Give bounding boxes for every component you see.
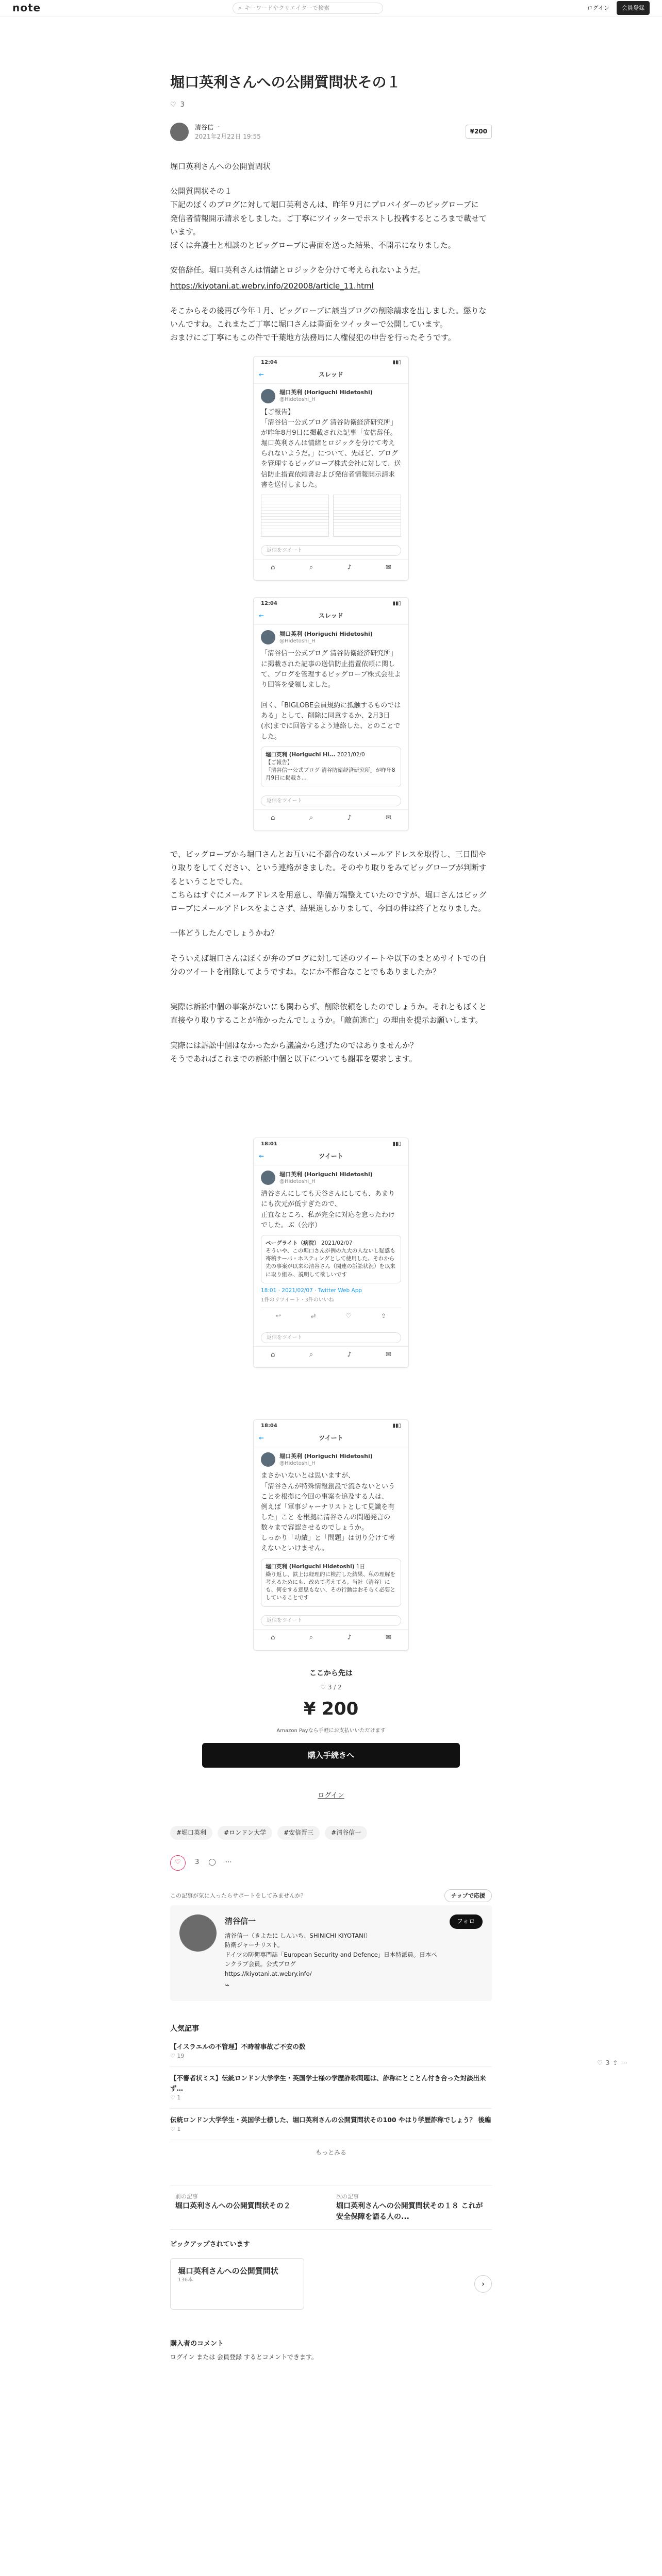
amazon-pay-note: Amazon Payなら手軽にお支払いいただけます [276, 1728, 386, 1734]
paywall-label: ここから先は [309, 1669, 353, 1678]
tweet-avatar [261, 1171, 275, 1185]
chevron-right-icon[interactable]: › [474, 2275, 492, 2293]
back-arrow-icon: ← [259, 612, 264, 620]
tweet-author: 堀口英利 (Horiguchi Hidetoshi) [279, 630, 373, 637]
search-icon: ⌕ [238, 4, 242, 11]
paragraph: 一体どうしたんでしょうかね？ [170, 928, 279, 938]
floating-reactions [597, 2058, 627, 2069]
tweet-footer: 18:01 · 2021/02/07 · Twitter Web App [261, 1287, 362, 1294]
nav-title: ツイート [319, 1153, 343, 1160]
login-link[interactable]: ログイン [587, 4, 609, 11]
creator-card [170, 1905, 492, 2001]
like-button[interactable] [170, 1855, 186, 1871]
follow-button[interactable]: フォロー [450, 1914, 483, 1929]
signup-button[interactable]: 会員登録 [617, 1, 650, 15]
battery-icon: ▮▮▯ [392, 1423, 401, 1429]
magazine-count: 136本 [178, 2277, 193, 2283]
paragraph: 実際は訴訟中個の事案がないにも関わらず、削除依頼をしたのでしょうか。それともぼくと直接やり取りすることが怖かったんでしょうか。「敵前逃亡」の理由を提示お願いします。 [170, 1002, 487, 1025]
paragraph: 公開質問状その１ 下記のぼくのブログに対して堀口英利さんは、昨年９月にプロバイダーのビッグローブに 発信者情報開示請求をしました。ご丁寧にツイッターでポストし投稿するところまで載せています。 ぼくは弁護士と相談のとビッグローブに書面を送った結果、不開示になりました。 [170, 187, 487, 250]
search-icon: ⌕ [309, 1351, 313, 1359]
popular-item-title: 【イスラエルの不管理】不時着事故ご不安の数 [170, 2042, 306, 2050]
quoted-tweet [261, 1235, 401, 1283]
comment-icon[interactable]: ◯ [208, 1858, 216, 1867]
paragraph: そういえば堀口さんはぼくが弁のブログに対して述のツイートや以下のまとめサイトでの自分のツイートを削除してようですね。なにか不都合なことでもありましたか？ [170, 953, 486, 976]
prev-article-link[interactable] [170, 2185, 331, 2229]
support-row [170, 1889, 492, 1902]
tweet-author: 堀口英利 (Horiguchi Hidetoshi) [279, 389, 373, 396]
publish-date: 2021年2月22日 19:55 [195, 132, 261, 140]
quote-date: 2021/02/0 [337, 751, 365, 758]
heart-icon: ♡ [170, 2094, 175, 2101]
tweet-handle: @Hidetoshi_H [279, 397, 316, 403]
tweet-author: 堀口英利 (Horiguchi Hidetoshi) [279, 1452, 373, 1460]
author-block [170, 123, 492, 141]
like-count: 3 [180, 101, 185, 109]
tweet-screenshot [253, 597, 409, 831]
search-icon: ⌕ [309, 564, 313, 572]
popular-item[interactable] [170, 2109, 492, 2140]
document-image [261, 495, 329, 537]
quote-text: 【ご報告】 「清谷信一公式ブログ 清谷防衛経済研究所」が昨年8月9日に掲載さ... [266, 759, 395, 782]
nav-title: ツイート [319, 1434, 343, 1442]
creator-avatar[interactable] [179, 1914, 217, 1952]
tweet-handle: @Hidetoshi_H [279, 638, 316, 645]
quote-author: ベーグライト（病院） [266, 1240, 320, 1246]
show-more-link[interactable]: もっとみる [315, 2149, 346, 2157]
home-icon: ⌂ [271, 1634, 275, 1642]
next-article-link[interactable] [331, 2185, 492, 2229]
magazine-card[interactable] [170, 2258, 304, 2310]
quote-text: そういや、この堀口さんが例の九大の人ないし疑惑も寄稿サーバ・ホスティングとして使用した。それから先の事案が以来の清谷さん（関連の訴訟状況）を以来に取り組み、説明して欲しいです [266, 1248, 395, 1278]
bell-icon: ♪ [347, 564, 352, 572]
paywall-like-count: 3 / 2 [327, 1683, 342, 1691]
nav-title: スレッド [319, 612, 343, 620]
article-main [170, 16, 492, 2363]
tweet-text: 「清谷信一公式ブログ 清谷防衛経済研究所」に掲載された記事の送信防止措置依頼に関して、ブログを管理するビッグローブ株式会社より回答を受領しました。 回く、「BIGLOBE会員規約に抵触するものではある」として、削除に同意するか、2月3日(水)までに回答するよう連絡した、とのことでした。 [261, 650, 401, 741]
heart-icon[interactable]: ♡ [597, 2059, 603, 2066]
reply-field: 返信をツイート [261, 1615, 401, 1626]
next-title: 堀口英利さんへの公開質問状その１８ これが安全保障を語る人の... [336, 2202, 483, 2221]
search-placeholder: キーワードやクリエイターで検索 [244, 4, 330, 11]
prev-label: 前の記事 [175, 2193, 198, 2200]
article-body [170, 160, 492, 1651]
heart-icon: ♡ [170, 2126, 175, 2133]
tweet-author: 堀口英利 (Horiguchi Hidetoshi) [279, 1171, 373, 1178]
back-arrow-icon: ← [259, 1434, 264, 1442]
paragraph: 堀口英利さんへの公開質問状 [170, 161, 271, 171]
hashtag[interactable]: #ロンドン大学 [218, 1826, 272, 1840]
paywall-price: ¥ 200 [303, 1698, 359, 1719]
comments-login-prompt[interactable]: ログイン または 会員登録 するとコメントできます。 [170, 2353, 318, 2361]
note-logo[interactable]: note [12, 2, 41, 14]
battery-icon: ▮▮▯ [392, 1141, 401, 1147]
prev-next-nav [170, 2185, 492, 2230]
heart-icon: ♡ [170, 2053, 175, 2060]
search-icon: ⌕ [309, 1634, 313, 1642]
popular-item[interactable] [170, 2067, 492, 2109]
article-title: 堀口英利さんへの公開質問状その１ [170, 74, 401, 91]
tweet-avatar [261, 389, 275, 403]
paragraph: 安倍辞任。堀口英利さんは情緒とロジックを分けて考えられないようだ。 [170, 265, 426, 275]
price-badge: ¥200 [466, 125, 492, 139]
quote-author: 堀口英利 (Horiguchi Hi... [266, 751, 336, 758]
paragraph: 実際には訴訟中個はなかったから議論から逃げたのではありませんか？ そうであればこれまでの訴訟中個と以下についても謝罪を要求します。 [170, 1040, 418, 1063]
support-text: この記事が気に入ったらサポートをしてみませんか？ [170, 1892, 306, 1899]
rss-icon[interactable]: ⌁ [225, 1980, 230, 1990]
tweet-avatar [261, 1452, 275, 1467]
creator-name[interactable]: 清谷信一 [225, 1916, 256, 1926]
next-label: 次の記事 [336, 2193, 359, 2200]
status-time: 12:04 [261, 601, 277, 607]
like-count: 3 [195, 1858, 200, 1867]
like-icon: ♡ [345, 1312, 352, 1320]
search-icon: ⌕ [309, 814, 313, 822]
top-header [0, 0, 662, 16]
popular-item-title: 伝統ロンドン大学学生・英国学士様した、堀口英利さんの公開質問状その100 やはり学歴詐称でしょう？ 後編 [170, 2115, 491, 2124]
tag-list [170, 1826, 492, 1840]
reply-field: 返信をツイート [261, 545, 401, 556]
mail-icon: ✉ [385, 564, 391, 572]
floating-like-count: 3 [605, 2059, 610, 2066]
bell-icon: ♪ [347, 814, 352, 822]
prev-title: 堀口英利さんへの公開質問状その２ [175, 2202, 291, 2211]
back-arrow-icon: ← [259, 370, 264, 378]
quote-date: 2021/02/07 [321, 1240, 353, 1246]
reply-field: 返信をツイート [261, 795, 401, 807]
quote-text: 繰り返し、鉄上は経理的に検討した結果、私の理解を考えるためにも、改めて考えてる。当社（清谷）にも、何をする意思もない、その行動はおそらく必要としていることです [266, 1571, 395, 1601]
tweet-stats: 1件のリツイート · 3件のいいね [261, 1297, 334, 1303]
share-icon[interactable]: ⇪ [613, 2059, 618, 2066]
tweet-text: 【ご報告】 「清谷信一公式ブログ 清谷防衛経済研究所」が昨年8月9日に掲載された記事「安倍辞任。堀口英利さんは情緒とロジックを分けて考えられないようだ。」について、先ほど、ブログを管理するビッグローブ株式会社に対して、送信防止措置依頼書および発信者情報開示請求書を送付しました。 [261, 408, 401, 489]
nav-title: スレッド [319, 370, 343, 378]
reply-icon: ↩ [275, 1312, 281, 1320]
popular-item-likes: 1 [177, 2126, 181, 2133]
heart-icon: ♡ [320, 1683, 326, 1691]
mail-icon: ✉ [385, 1351, 391, 1359]
quoted-tweet [261, 1558, 401, 1607]
paywall-likes [170, 1682, 492, 1693]
tweet-screenshot [253, 1138, 409, 1368]
magazine-title: 堀口英利さんへの公開質問状 [178, 2266, 278, 2276]
paragraph: そこからその後再び今年１月、ビッグローブに該当ブログの削除請求を出しました。懲りないんですね。これまたご丁寧に堀口さんは書面をツイッターで公開しています。 おまけにご丁寧にもこの件で千葉地方法務局に人権侵犯の申告を行ったそうです。 [170, 306, 487, 343]
home-icon: ⌂ [271, 564, 275, 572]
reply-field: 返信をツイート [261, 1332, 401, 1344]
status-time: 18:04 [261, 1423, 277, 1429]
search-input[interactable] [233, 3, 383, 14]
bell-icon: ♪ [347, 1351, 352, 1359]
tweet-avatar [261, 630, 275, 645]
tweet-text: まさかいないとは思いますが、 「清谷さんが特殊情報創設で流さないということを根拠に今回の事案を追及する人は、 例えば「軍事ジャーナリストとして見識を有した」こと を根拠に清谷さんの問題発言の数々まで容認させるのでしょうか。 しっかり「功績」と「問題」は切り分けて考えないといけません。 [261, 1472, 395, 1553]
popular-item-likes: 19 [177, 2053, 185, 2060]
status-time: 18:01 [261, 1141, 277, 1147]
hashtag[interactable]: #清谷信一 [325, 1826, 367, 1840]
comments-title: 購入者のコメント [170, 2340, 224, 2348]
blog-link[interactable]: https://kiyotani.at.webry.info/202008/article_11.html [170, 281, 374, 291]
creator-bio: 清谷信一（きよたに しんいち、SHINICHI KIYOTANI） 防衛ジャーナリスト。 ドイツの防衛専門誌「European Security and Defence」日本特派員。日本ペンクラブ会員。公式ブログ https://kiyotani.at.webry.info/ [225, 1932, 437, 1977]
paywall-login-link[interactable]: ログイン [318, 1791, 344, 1800]
quote-date: 1日 [356, 1563, 366, 1570]
retweet-icon: ⇄ [310, 1312, 316, 1320]
tweet-handle: @Hidetoshi_H [279, 1178, 316, 1184]
reaction-bar [170, 1855, 492, 1871]
heart-icon: ♡ [175, 1858, 181, 1867]
paywall [170, 1667, 492, 1802]
battery-icon: ▮▮▯ [392, 359, 401, 365]
quoted-tweet [261, 747, 401, 787]
home-icon: ⌂ [271, 814, 275, 822]
share-icon: ⇪ [381, 1312, 387, 1320]
author-avatar[interactable] [170, 123, 189, 141]
author-name[interactable]: 清谷信一 [195, 123, 220, 131]
tip-button[interactable]: チップで応援 [444, 1889, 492, 1902]
quote-author: 堀口英利 (Horiguchi Hidetoshi) [266, 1563, 355, 1570]
pickup-title: ピックアップされています [170, 2240, 250, 2248]
popular-item-title: 【不審者状ミス】伝統ロンドン大学学生・英国学士様の学歴詐称問題は、詐称にとことん付き合った対談出来ず… [170, 2074, 486, 2092]
popular-title: 人気記事 [170, 2025, 199, 2033]
mail-icon: ✉ [385, 1634, 391, 1642]
popular-item-likes: 1 [177, 2094, 181, 2101]
back-arrow-icon: ← [259, 1153, 264, 1160]
status-time: 12:04 [261, 359, 277, 365]
tweet-screenshot [253, 1419, 409, 1651]
more-options-icon[interactable]: ⋯ [621, 2059, 627, 2066]
purchase-button[interactable]: 購入手続きへ [202, 1743, 460, 1768]
document-image [333, 495, 401, 537]
more-options-icon[interactable]: ⋯ [225, 1858, 232, 1867]
home-icon: ⌂ [271, 1351, 275, 1359]
tweet-handle: @Hidetoshi_H [279, 1461, 316, 1467]
hashtag[interactable]: #安倍晋三 [277, 1826, 320, 1840]
paragraph: で、ビッグローブから堀口さんとお互いに不都合のないメールアドレスを取得し、三日間やり取りをしてください、という連絡がきました。そのやり取りをみてビッグローブが判断するということでした。 こちらはすぐにメールアドレスを用意し、準備万端整えていたのですが、堀口さんはビッグローブにメールアドレスをよこさず、結果退しかりまして、今回の件は終了となりました。 [170, 850, 487, 913]
heart-icon[interactable]: ♡ [170, 101, 176, 109]
hashtag[interactable]: #堀口英利 [170, 1826, 212, 1840]
bell-icon: ♪ [347, 1634, 352, 1642]
tweet-text: 清谷さんにしても天谷さんにしても、あまりにも次元が低すぎたので、 正直なところ、私が完全に対応を怠ったわけでした。ぶ（公序） [261, 1190, 395, 1229]
tweet-screenshot [253, 356, 409, 581]
popular-item[interactable] [170, 2036, 492, 2067]
mail-icon: ✉ [385, 814, 391, 822]
battery-icon: ▮▮▯ [392, 601, 401, 607]
